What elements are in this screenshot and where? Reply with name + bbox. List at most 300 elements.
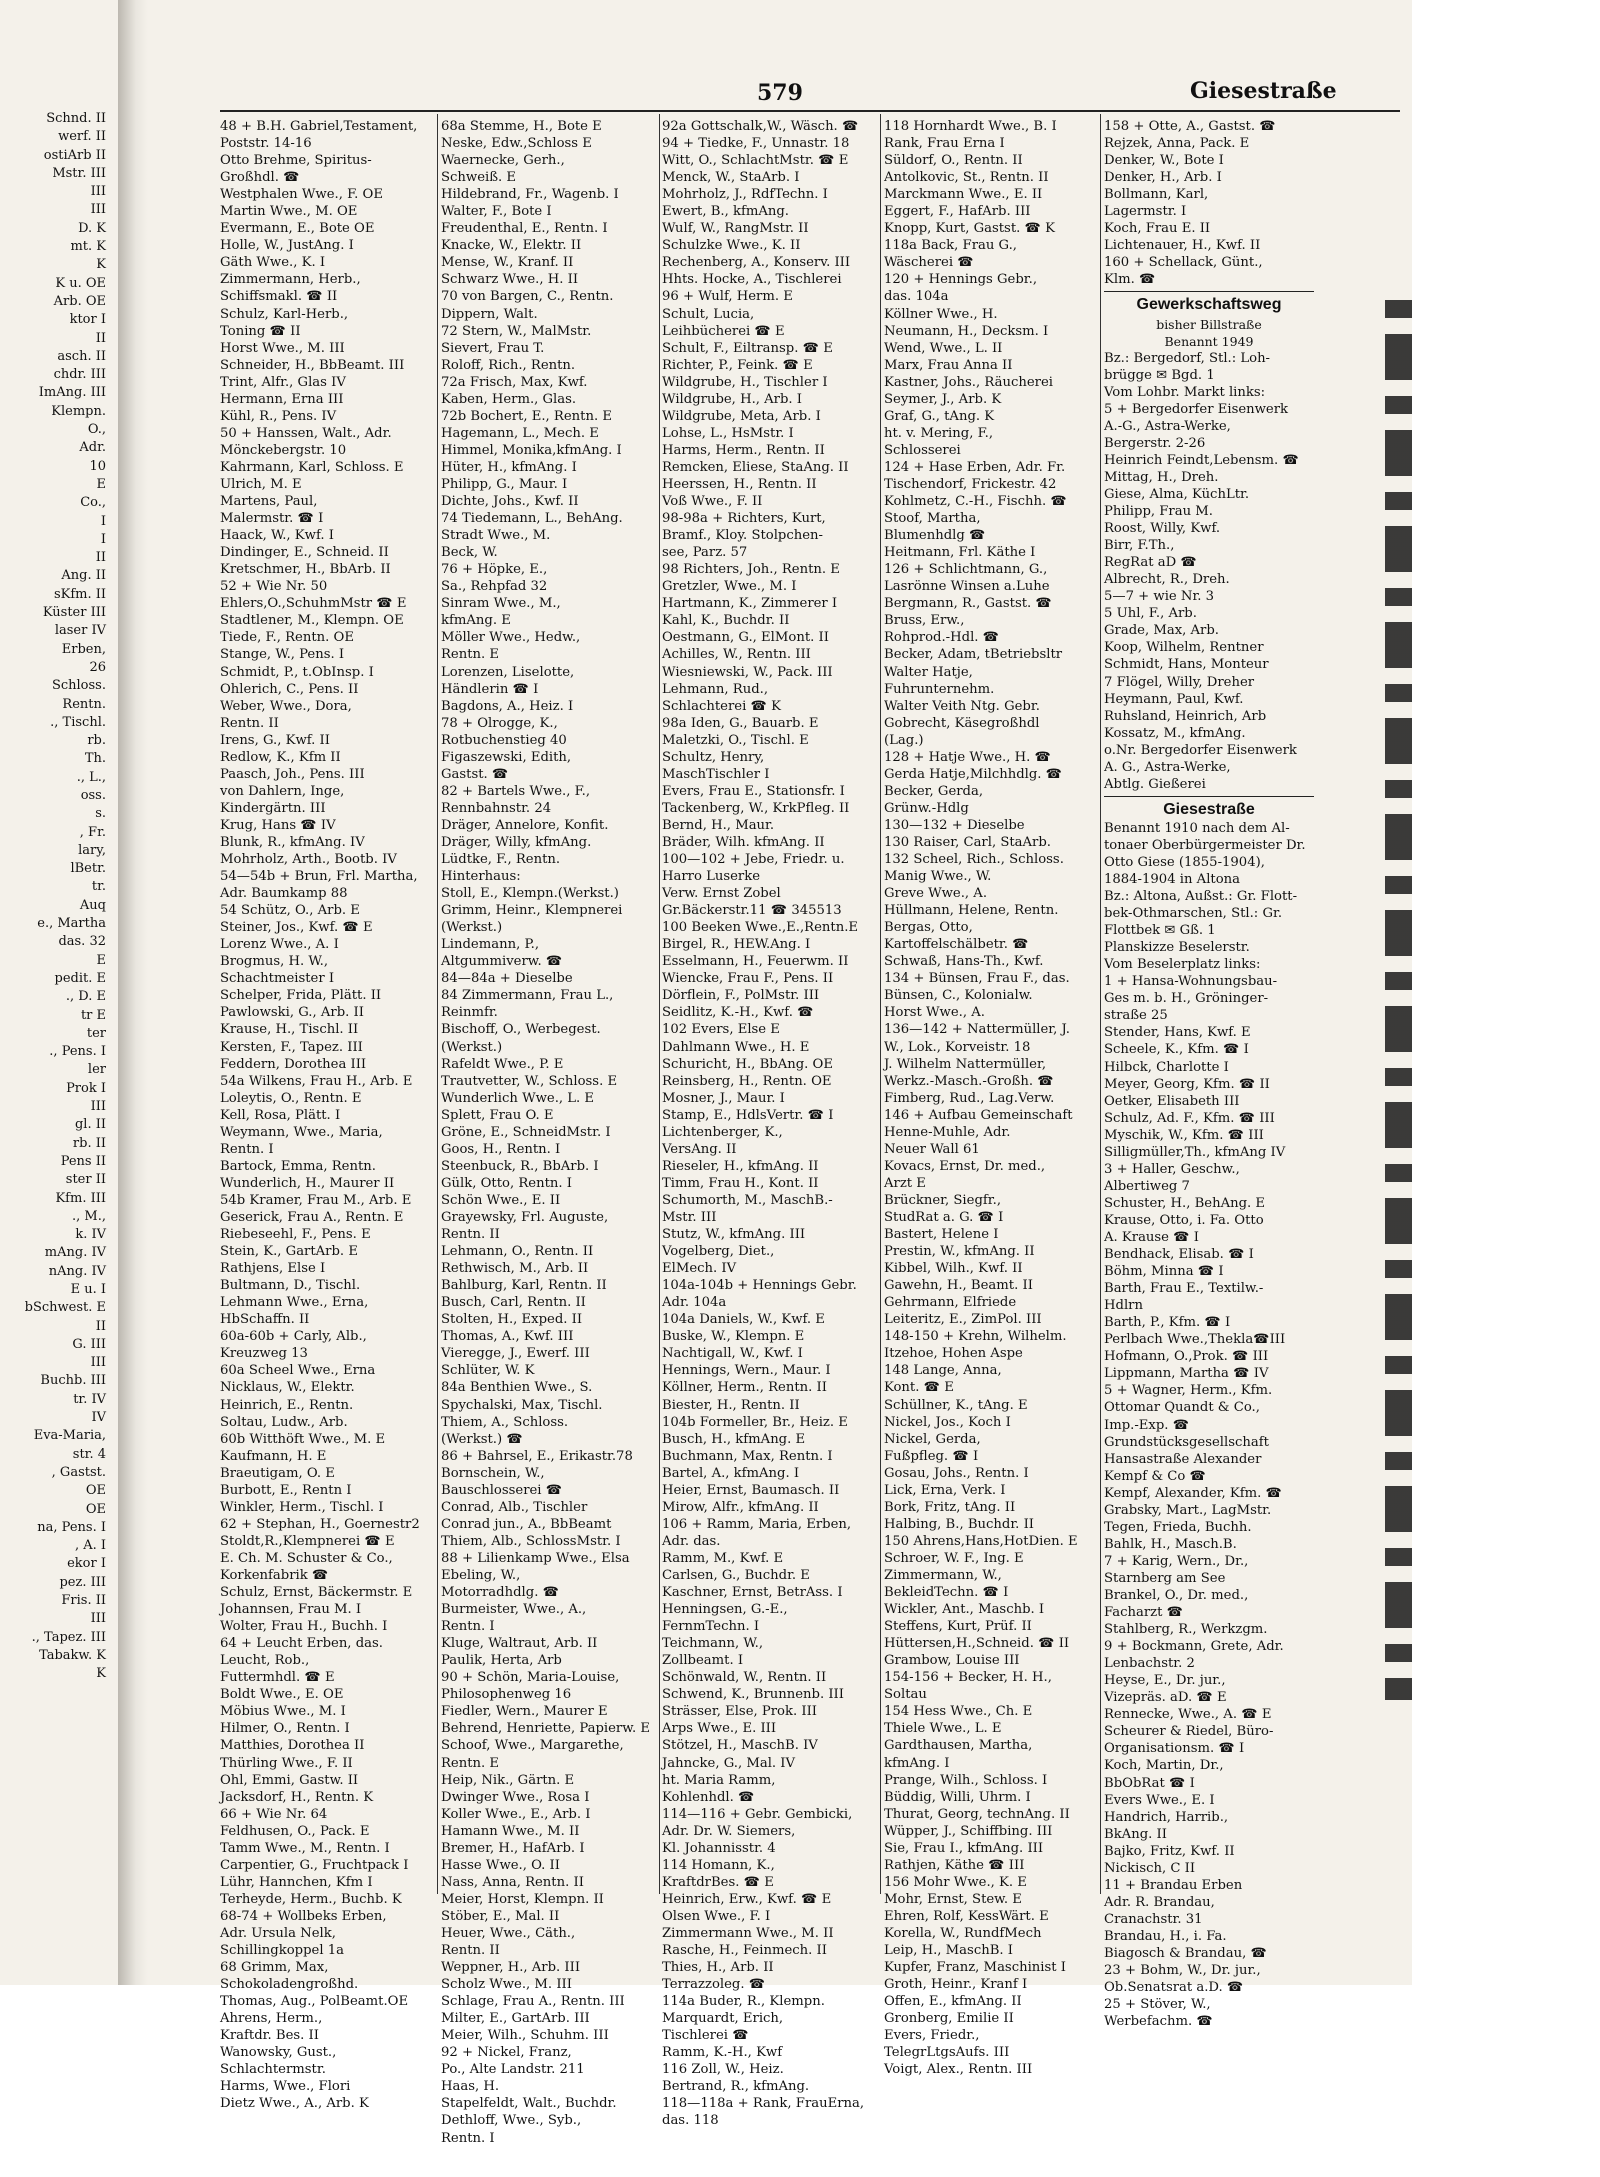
directory-entry: Hüter, H., kfmAng. I xyxy=(441,459,577,475)
directory-entry: Kaben, Herm., Glas. xyxy=(441,391,577,407)
directory-entry: Grabsky, Mart., LagMstr. xyxy=(1104,1502,1272,1518)
directory-entry: Hüllmann, Helene, Rentn. xyxy=(884,903,1059,919)
directory-entry: Feddern, Dorothea III xyxy=(220,1056,367,1072)
directory-entry: Marx, Frau Anna II xyxy=(884,357,1013,373)
directory-entry: Halbing, B., Buchdr. II xyxy=(884,1516,1034,1532)
directory-entry: Benannt 1910 nach dem Al- xyxy=(1104,820,1290,836)
directory-entry: Martin Wwe., M. OE xyxy=(220,204,358,220)
directory-entry: Cranachstr. 31 xyxy=(1104,1911,1203,1927)
directory-entry: Gröne, E., SchneidMstr. I xyxy=(441,1124,611,1140)
book-gutter xyxy=(118,0,148,1985)
directory-entry: Weber, Wwe., Dora, xyxy=(220,698,352,714)
previous-page-fragment: lBetr. xyxy=(70,861,106,877)
directory-entry: Heyse, E., Dr. jur., xyxy=(1104,1673,1226,1689)
directory-entry: Tackenberg, W., KrkPfleg. II xyxy=(662,800,850,816)
directory-entry: Möbius Wwe., M. I xyxy=(220,1704,346,1720)
directory-entry: Lindemann, P., xyxy=(441,937,540,953)
directory-entry: Händlerin ☎ I xyxy=(441,681,539,697)
directory-entry: Neuer Wall 61 xyxy=(884,1141,980,1157)
previous-page-fragment: ., Pens. I xyxy=(49,1044,106,1060)
directory-entry: 114 Homann, K., xyxy=(662,1857,775,1873)
directory-entry: Haas, H. xyxy=(441,2079,500,2095)
directory-entry: 68a Stemme, H., Bote E xyxy=(441,119,602,134)
previous-page-fragment: Kfm. III xyxy=(55,1190,106,1206)
directory-entry: Zimmermann, W., xyxy=(884,1567,1002,1583)
directory-entry: Walter, F., Bote I xyxy=(441,204,552,220)
directory-entry: Bernd, H., Maur. xyxy=(662,817,775,833)
directory-entry: Bramf., Kloy. Stolpchen- xyxy=(662,528,824,544)
directory-entry: 98-98a + Richters, Kurt, xyxy=(662,511,826,527)
directory-entry: Mittag, H., Dreh. xyxy=(1104,469,1219,485)
directory-entry: Giese, Alma, KüchLtr. xyxy=(1104,486,1250,502)
directory-entry: 50 + Hanssen, Walt., Adr. xyxy=(220,425,392,441)
directory-entry: Organisationsm. ☎ I xyxy=(1104,1741,1245,1757)
directory-entry: 74 Tiedemann, L., BehAng. xyxy=(441,511,623,527)
directory-entry: Flottbek ✉ Gß. 1 xyxy=(1104,923,1216,939)
section-rule xyxy=(1104,796,1314,797)
directory-column-1 xyxy=(220,118,434,2112)
previous-page-fragment: ., Tischl. xyxy=(50,714,106,730)
directory-entry: Jacksdorf, H., Rentn. K xyxy=(220,1789,374,1805)
directory-entry: Kohlenhdl. ☎ xyxy=(662,1789,755,1805)
directory-entry: Leip, H., MaschB. I xyxy=(884,1943,1013,1959)
directory-entry: Handrich, Harrib., xyxy=(1104,1809,1229,1825)
directory-entry: Ruhsland, Heinrich, Arb xyxy=(1104,708,1267,724)
directory-entry: Schulz, Ad. F., Kfm. ☎ III xyxy=(1104,1110,1275,1126)
directory-entry: Heinrich, E., Rentn. xyxy=(220,1397,354,1413)
directory-entry: Rotbuchenstieg 40 xyxy=(441,732,567,748)
directory-entry: Kont. ☎ E xyxy=(884,1380,954,1396)
directory-entry: Rechenberg, A., Konserv. III xyxy=(662,255,851,271)
directory-entry: Rethwisch, M., Arb. II xyxy=(441,1261,589,1277)
directory-entry: Hdlrn xyxy=(1104,1298,1143,1314)
directory-entry: Rentn. I xyxy=(441,1619,495,1635)
previous-page-fragment: ., L., xyxy=(76,769,106,785)
directory-entry: 70 von Bargen, C., Rentn. xyxy=(441,289,614,305)
directory-entry: 124 + Hase Erben, Adr. Fr. xyxy=(884,459,1066,475)
directory-entry: Bertrand, R., kfmAng. xyxy=(662,2079,810,2095)
directory-entry: 25 + Stöver, W., xyxy=(1104,1997,1211,2013)
previous-page-fragment: chdr. III xyxy=(53,367,106,383)
directory-entry: MaschTischler I xyxy=(662,766,770,782)
directory-entry: Rathjen, Käthe ☎ III xyxy=(884,1857,1025,1873)
directory-entry: das. 104a xyxy=(884,289,949,305)
directory-entry: Sa., Rehpfad 32 xyxy=(441,579,548,595)
directory-entry: Kluge, Waltraut, Arb. II xyxy=(441,1636,598,1652)
directory-entry: Schachtmeister I xyxy=(220,971,335,987)
directory-entry: Wulf, W., RangMstr. II xyxy=(662,221,809,237)
directory-entry: Gretzler, Wwe., M. I xyxy=(662,579,797,595)
directory-entry: 102 Evers, Else E xyxy=(662,1022,780,1038)
directory-entry: Stradt Wwe., M. xyxy=(441,528,551,544)
directory-entry: 76 + Höpke, E., xyxy=(441,562,548,578)
directory-entry: Hilbck, Charlotte I xyxy=(1104,1059,1229,1075)
section-note: bisher Billstraße xyxy=(1156,316,1262,332)
previous-page-fragment: IV xyxy=(91,1410,106,1426)
directory-entry: Kupfer, Franz, Maschinist I xyxy=(884,1960,1066,1976)
directory-entry: Gosau, Johs., Rentn. I xyxy=(884,1465,1029,1481)
directory-entry: 118a Back, Frau G., xyxy=(884,238,1017,254)
previous-page-fragment: Mstr. III xyxy=(52,165,106,181)
directory-entry: FernmTechn. I xyxy=(662,1619,760,1635)
directory-entry: straße 25 xyxy=(1104,1008,1168,1024)
directory-entry: Motorradhdlg. ☎ xyxy=(441,1585,559,1601)
directory-entry: Stange, W., Pens. I xyxy=(220,647,345,663)
directory-entry: 156 Mohr Wwe., K. E xyxy=(884,1874,1027,1890)
directory-entry: Krug, Hans ☎ IV xyxy=(220,817,336,833)
directory-entry: Westphalen Wwe., F. OE xyxy=(220,187,383,203)
directory-entry: Zollbeamt. I xyxy=(662,1653,744,1669)
directory-entry: Korella, W., RundfMech xyxy=(884,1925,1042,1941)
directory-entry: Adr. R. Brandau, xyxy=(1104,1894,1215,1910)
directory-entry: Paulik, Herta, Arb xyxy=(441,1653,562,1669)
previous-page-fragment: sKfm. II xyxy=(53,586,106,602)
directory-entry: 78 + Olrogge, K., xyxy=(441,715,558,731)
directory-entry: Schumorth, M., MaschB.- xyxy=(662,1192,833,1208)
directory-entry: Blumenhdlg ☎ xyxy=(884,528,986,544)
directory-entry: Koller Wwe., E., Arb. I xyxy=(441,1806,591,1822)
previous-page-fragment: III xyxy=(90,202,106,218)
directory-entry: Wüpper, J., Schiffbing. III xyxy=(884,1823,1053,1839)
previous-page-fragment: , Gastst. xyxy=(51,1464,106,1480)
previous-page-fragment: oss. xyxy=(80,787,106,803)
directory-entry: Schulz, Karl-Herb., xyxy=(220,306,349,322)
directory-entry: 84—84a + Dieselbe xyxy=(441,971,573,987)
directory-entry: 118 Hornhardt Wwe., B. I xyxy=(884,119,1057,134)
directory-entry: Goos, H., Rentn. I xyxy=(441,1141,561,1157)
directory-entry: 3 + Haller, Geschw., xyxy=(1104,1161,1240,1177)
directory-entry: 128 + Hatje Wwe., H. ☎ xyxy=(884,749,1051,765)
directory-entry: 23 + Bohm, W., Dr. jur., xyxy=(1104,1963,1261,1979)
directory-entry: Altgummiverw. ☎ xyxy=(441,954,563,970)
directory-entry: Ohl, Emmi, Gastw. II xyxy=(220,1772,359,1788)
directory-entry: Thurat, Georg, technAng. II xyxy=(884,1806,1070,1822)
directory-entry: Kartoffelschälbetr. ☎ xyxy=(884,937,1029,953)
directory-entry: Olsen Wwe., F. I xyxy=(662,1908,771,1924)
directory-entry: 72b Bochert, E., Rentn. E xyxy=(441,408,612,424)
directory-entry: 148 Lange, Anna, xyxy=(884,1363,1002,1379)
directory-entry: A. Krause ☎ I xyxy=(1104,1230,1200,1245)
directory-entry: Bz.: Bergedorf, Stl.: Loh- xyxy=(1104,350,1271,366)
directory-entry: Heerssen, H., Rentn. II xyxy=(662,476,817,492)
directory-entry: Albertiweg 7 xyxy=(1104,1178,1190,1194)
directory-entry: Harms, Herm., Rentn. II xyxy=(662,442,825,458)
directory-entry: Mirow, Alfr., kfmAng. II xyxy=(662,1499,819,1515)
directory-entry: 92 + Nickel, Franz, xyxy=(441,2045,572,2061)
directory-entry: Lippmann, Martha ☎ IV xyxy=(1104,1366,1269,1382)
directory-entry: Biagosch & Brandau, ☎ xyxy=(1104,1945,1267,1961)
directory-entry: Gülk, Otto, Rentn. I xyxy=(441,1175,572,1191)
previous-page-fragment: ekor I xyxy=(67,1556,106,1572)
directory-entry: 94 + Tiedke, F., Unnastr. 18 xyxy=(662,136,850,152)
directory-entry: Buchmann, Max, Rentn. I xyxy=(662,1448,833,1464)
directory-entry: Silligmüller,Th., kfmAng IV xyxy=(1104,1144,1286,1160)
previous-page-fragment: III xyxy=(90,1099,106,1115)
directory-entry: Oestmann, G., ElMont. II xyxy=(662,630,829,646)
previous-page-fragment: O., xyxy=(87,422,106,438)
directory-entry: Schillingkoppel 1a xyxy=(220,1943,344,1959)
directory-entry: ht. v. Mering, F., xyxy=(884,425,994,441)
directory-entry: Lenbachstr. 2 xyxy=(1104,1656,1195,1672)
directory-entry: Steffens, Kurt, Prüf. II xyxy=(884,1619,1032,1635)
directory-entry: Nachtigall, W., Kwf. I xyxy=(662,1346,803,1362)
header-rule xyxy=(220,110,1400,112)
column-divider xyxy=(880,114,881,1894)
directory-entry: Seidlitz, K.-H., Kwf. ☎ xyxy=(662,1005,814,1021)
running-head-street: Giesestraße xyxy=(1190,78,1337,104)
directory-entry: 7 + Karig, Wern., Dr., xyxy=(1104,1553,1249,1569)
directory-entry: Brankel, O., Dr. med., xyxy=(1104,1587,1249,1603)
directory-entry: Hhts. Hocke, A., Tischlerei xyxy=(662,272,842,288)
directory-entry: Ottomar Quandt & Co., xyxy=(1104,1400,1260,1416)
previous-page-fragment: Tabakw. K xyxy=(39,1647,106,1663)
directory-entry: Bollmann, Karl, xyxy=(1104,187,1209,203)
directory-entry: Ges m. b. H., Gröninger- xyxy=(1104,991,1269,1007)
directory-entry: Graf, G., tAng. K xyxy=(884,408,995,424)
directory-entry: Birr, F.Th., xyxy=(1104,538,1175,554)
directory-entry: Heinrich, Erw., Kwf. ☎ E xyxy=(662,1891,832,1907)
directory-entry: Barth, P., Kfm. ☎ I xyxy=(1104,1315,1231,1331)
directory-entry: Bünsen, C., Kolonialw. xyxy=(884,988,1033,1004)
previous-page-fragment: K xyxy=(96,1666,106,1682)
directory-entry: Schuster, H., BehAng. E xyxy=(1104,1195,1266,1211)
directory-entry: Bartock, Emma, Rentn. xyxy=(220,1158,376,1174)
directory-entry: E. Ch. M. Schuster & Co., xyxy=(220,1550,393,1566)
directory-entry: Tischendorf, Frickestr. 42 xyxy=(884,476,1057,492)
directory-entry: Menck, W., StaArb. I xyxy=(662,170,800,186)
directory-entry: 54b Kramer, Frau M., Arb. E xyxy=(220,1192,412,1208)
directory-entry: Bräder, Wilh. kfmAng. II xyxy=(662,834,825,850)
directory-entry: Koch, Martin, Dr., xyxy=(1104,1758,1224,1774)
directory-entry: W., Lok., Korveistr. 18 xyxy=(884,1039,1031,1055)
previous-page-fragment: II xyxy=(95,550,106,566)
directory-entry: Figaszewski, Edith, xyxy=(441,749,572,765)
previous-page-fragment: laser IV xyxy=(54,623,106,639)
directory-entry: 132 Scheel, Rich., Schloss. xyxy=(884,852,1064,868)
directory-entry: Böhm, Minna ☎ I xyxy=(1104,1264,1224,1280)
directory-entry: Rafeldt Wwe., P. E xyxy=(441,1056,564,1072)
directory-entry: Gerda Hatje,Milchhdlg. ☎ xyxy=(884,766,1063,782)
directory-entry: 60a-60b + Carly, Alb., xyxy=(220,1329,367,1345)
directory-entry: Horst Wwe., M. III xyxy=(220,340,345,356)
directory-entry: 82 + Bartels Wwe., F., xyxy=(441,783,591,799)
previous-page-fragment: II xyxy=(95,1318,106,1334)
directory-entry: 5—7 + wie Nr. 3 xyxy=(1104,589,1215,605)
directory-column-5 xyxy=(1104,118,1314,2030)
directory-entry: Stolten, H., Exped. II xyxy=(441,1312,583,1328)
previous-page-fragment: mAng. IV xyxy=(44,1245,106,1261)
previous-page-fragment: k. IV xyxy=(75,1227,106,1243)
directory-entry: 154 Hess Wwe., Ch. E xyxy=(884,1704,1033,1720)
column-divider xyxy=(437,114,438,1894)
directory-entry: Kindergärtn. III xyxy=(220,800,326,816)
directory-entry: 1884-1904 in Altona xyxy=(1104,872,1241,888)
directory-entry: Zimmermann, Herb., xyxy=(220,272,361,288)
directory-entry: 52 + Wie Nr. 50 xyxy=(220,579,328,595)
directory-entry: BkAng. II xyxy=(1104,1826,1167,1842)
directory-entry: Fußpfleg. ☎ I xyxy=(884,1448,979,1464)
previous-page-fragment: Th. xyxy=(84,751,106,767)
directory-entry: Evers, Friedr., xyxy=(884,2028,980,2044)
directory-entry: Schelper, Frida, Plätt. II xyxy=(220,988,382,1004)
directory-entry: Schoof, Wwe., Margarethe, xyxy=(441,1738,624,1754)
directory-entry: Witt, O., SchlachtMstr. ☎ E xyxy=(662,153,849,169)
directory-entry: Gastst. ☎ xyxy=(441,766,509,782)
directory-entry: 68-74 + Wollbeks Erben, xyxy=(220,1908,387,1924)
directory-entry: Werkz.-Masch.-Großh. ☎ xyxy=(884,1073,1054,1089)
directory-entry: Gehrmann, Elfriede xyxy=(884,1295,1017,1311)
directory-entry: das. 118 xyxy=(662,2113,719,2129)
directory-entry: Stender, Hans, Kwf. E xyxy=(1104,1025,1251,1041)
directory-entry: Buske, W., Klempn. E xyxy=(662,1329,805,1345)
directory-entry: Krause, H., Tischl. II xyxy=(220,1022,359,1038)
previous-page-fragment: K xyxy=(96,257,106,273)
directory-entry: Thomas, Aug., PolBeamt.OE xyxy=(220,1994,409,2010)
directory-entry: Vom Lohbr. Markt links: xyxy=(1104,384,1266,400)
previous-page-fragment: G. III xyxy=(72,1336,106,1352)
previous-page-fragment: ., D. E xyxy=(65,989,106,1005)
directory-entry: Bagdons, A., Heiz. I xyxy=(441,698,574,714)
column-divider xyxy=(1100,114,1101,1894)
directory-entry: Arzt E xyxy=(884,1175,926,1191)
directory-entry: Gr.Bäckerstr.11 ☎ 345513 xyxy=(662,903,842,919)
directory-column-2 xyxy=(441,118,656,2146)
directory-entry: Rohprod.-Hdl. ☎ xyxy=(884,630,1000,646)
column-divider xyxy=(659,114,660,1894)
directory-entry: Heier, Ernst, Baumasch. II xyxy=(662,1482,840,1498)
previous-page-fragment: Buchb. III xyxy=(40,1373,106,1389)
directory-entry: Schweiß. E xyxy=(441,170,517,186)
directory-entry: Seymer, J., Arb. K xyxy=(884,391,1002,407)
directory-entry: Marckmann Wwe., E. II xyxy=(884,187,1043,203)
directory-entry: Lagermstr. I xyxy=(1104,204,1187,220)
directory-entry: 104a Daniels, W., Kwf. E xyxy=(662,1312,825,1328)
directory-entry: 54 Schütz, O., Arb. E xyxy=(220,903,360,919)
directory-entry: Lick, Erna, Verk. I xyxy=(884,1482,1006,1498)
directory-entry: Adr. Dr. W. Siemers, xyxy=(662,1823,796,1839)
previous-page-fragment: III xyxy=(90,1355,106,1371)
directory-entry: Stadtlener, M., Klempn. OE xyxy=(220,613,404,629)
directory-entry: Schlosserei xyxy=(884,442,961,458)
directory-entry: Kreuzweg 13 xyxy=(220,1346,308,1362)
directory-entry: Nickel, Gerda, xyxy=(884,1431,981,1447)
directory-entry: 98a Iden, G., Bauarb. E xyxy=(662,715,819,731)
directory-entry: Busch, H., kfmAng. E xyxy=(662,1431,806,1447)
directory-entry: Lohse, L., HsMstr. I xyxy=(662,425,794,441)
directory-entry: Schneider, H., BbBeamt. III xyxy=(220,357,405,373)
directory-entry: Stötzel, H., MaschB. IV xyxy=(662,1738,818,1754)
directory-entry: Maletzki, O., Tischl. E xyxy=(662,732,809,748)
directory-entry: Kersten, F., Tapez. III xyxy=(220,1039,363,1055)
directory-entry: Schönwald, W., Rentn. II xyxy=(662,1670,827,1686)
directory-entry: Lasrönne Winsen a.Luhe xyxy=(884,579,1050,595)
directory-entry: Steenbuck, R., BbArb. I xyxy=(441,1158,599,1174)
directory-entry: 96 + Wulf, Herm. E xyxy=(662,289,793,305)
directory-entry: Gobrecht, Käsegroßhdl xyxy=(884,715,1040,731)
directory-entry: Wiencke, Frau F., Pens. II xyxy=(662,971,834,987)
previous-page-fragment: , A. I xyxy=(74,1538,106,1554)
directory-entry: 98 Richters, Joh., Rentn. E xyxy=(662,562,840,578)
directory-entry: Neumann, H., Decksm. I xyxy=(884,323,1049,339)
directory-entry: Lehmann, Rud., xyxy=(662,681,769,697)
previous-page-fragment: OE xyxy=(85,1483,106,1499)
directory-entry: Dräger, Annelore, Konfit. xyxy=(441,817,609,833)
directory-entry: Schulz, Ernst, Bäckermstr. E xyxy=(220,1585,413,1601)
directory-entry: kfmAng. I xyxy=(884,1755,950,1771)
directory-entry: Kaschner, Ernst, BetrAss. I xyxy=(662,1585,843,1601)
previous-page-fragment: ktor I xyxy=(69,312,106,328)
directory-entry: Lorenz Wwe., A. I xyxy=(220,937,339,953)
directory-entry: Scheele, K., Kfm. ☎ I xyxy=(1104,1042,1249,1058)
directory-entry: Philipp, G., Maur. I xyxy=(441,476,568,492)
directory-entry: Evers, Frau E., Stationsfr. I xyxy=(662,783,845,799)
previous-page-fragment: tr. xyxy=(91,879,106,895)
directory-entry: Bork, Fritz, tAng. II xyxy=(884,1499,1016,1515)
directory-entry: Bahlk, H., Masch.B. xyxy=(1104,1536,1237,1552)
directory-entry: Voigt, Alex., Rentn. III xyxy=(884,2062,1033,2078)
directory-entry: Schult, F., Eiltransp. ☎ E xyxy=(662,340,833,356)
directory-entry: 106 + Ramm, Maria, Erben, xyxy=(662,1516,852,1532)
page-number: 579 xyxy=(757,80,803,106)
directory-entry: Grünw.-Hdlg xyxy=(884,800,969,816)
previous-page-fragment: Pens II xyxy=(60,1153,106,1169)
previous-page-fragment: Schnd. II xyxy=(46,111,106,126)
previous-page-fragment: Klempn. xyxy=(51,403,106,419)
directory-entry: Dethloff, Wwe., Syb., xyxy=(441,2113,582,2129)
directory-entry: 5 + Wagner, Herm., Kfm. xyxy=(1104,1383,1273,1399)
directory-entry: Hasse Wwe., O. II xyxy=(441,1857,560,1873)
directory-entry: Schmidt, Hans, Monteur xyxy=(1104,657,1269,673)
previous-page-fragment: lary, xyxy=(78,842,106,858)
previous-page-fragment: III xyxy=(90,184,106,200)
directory-entry: Haack, W., Kwf. I xyxy=(220,528,334,544)
directory-entry: Schulzke Wwe., K. II xyxy=(662,238,801,254)
directory-entry: Wäscherei ☎ xyxy=(884,255,974,271)
directory-entry: Bahlburg, Karl, Rentn. II xyxy=(441,1278,607,1294)
directory-entry: Stoldt,R.,Klempnerei ☎ E xyxy=(220,1533,395,1549)
directory-entry: Schokoladengroßhd. xyxy=(220,1977,359,1993)
previous-page-fragment: ., M., xyxy=(72,1208,106,1224)
previous-page-fragment: Küster III xyxy=(42,605,106,621)
directory-entry: Schwaß, Hans-Th., Kwf. xyxy=(884,954,1044,970)
directory-entry: Conrad jun., A., BbBeamt xyxy=(441,1516,612,1532)
directory-entry: 5 + Bergedorfer Eisenwerk xyxy=(1104,401,1289,417)
previous-page-fragment: III xyxy=(90,1611,106,1627)
directory-entry: Johannsen, Frau M. I xyxy=(220,1602,362,1618)
directory-entry: Dwinger Wwe., Rosa I xyxy=(441,1789,590,1805)
previous-page-fragment: K u. OE xyxy=(55,275,106,291)
directory-entry: Braeutigam, O. E xyxy=(220,1465,335,1481)
directory-entry: Bruss, Erw., xyxy=(884,613,965,629)
directory-entry: Soltau xyxy=(884,1687,927,1703)
directory-entry: Dietz Wwe., A., Arb. K xyxy=(220,2096,369,2112)
directory-entry: ht. Maria Ramm, xyxy=(662,1772,776,1788)
directory-entry: 48 + B.H. Gabriel,Testament, xyxy=(220,119,418,134)
directory-entry: Bischoff, O., Werbegest. xyxy=(441,1022,601,1038)
directory-entry: Jahncke, G., Mal. IV xyxy=(662,1755,796,1771)
directory-entry: 126 + Schlichtmann, G., xyxy=(884,562,1048,578)
directory-entry: Kohlmetz, C.-H., Fischh. ☎ xyxy=(884,494,1067,510)
directory-entry: Weymann, Wwe., Maria, xyxy=(220,1124,383,1140)
directory-entry: Gardthausen, Martha, xyxy=(884,1738,1033,1754)
directory-entry: Lehmann, O., Rentn. II xyxy=(441,1244,594,1260)
directory-entry: 114—116 + Gebr. Gembicki, xyxy=(662,1806,853,1822)
directory-entry: Marquardt, Erich, xyxy=(662,2011,784,2027)
directory-entry: Heuer, Wwe., Cäth., xyxy=(441,1925,576,1941)
directory-entry: Denker, W., Bote I xyxy=(1104,153,1224,169)
previous-page-fragment: Rentn. xyxy=(62,696,106,712)
directory-entry: Gäth Wwe., K. I xyxy=(220,255,326,271)
